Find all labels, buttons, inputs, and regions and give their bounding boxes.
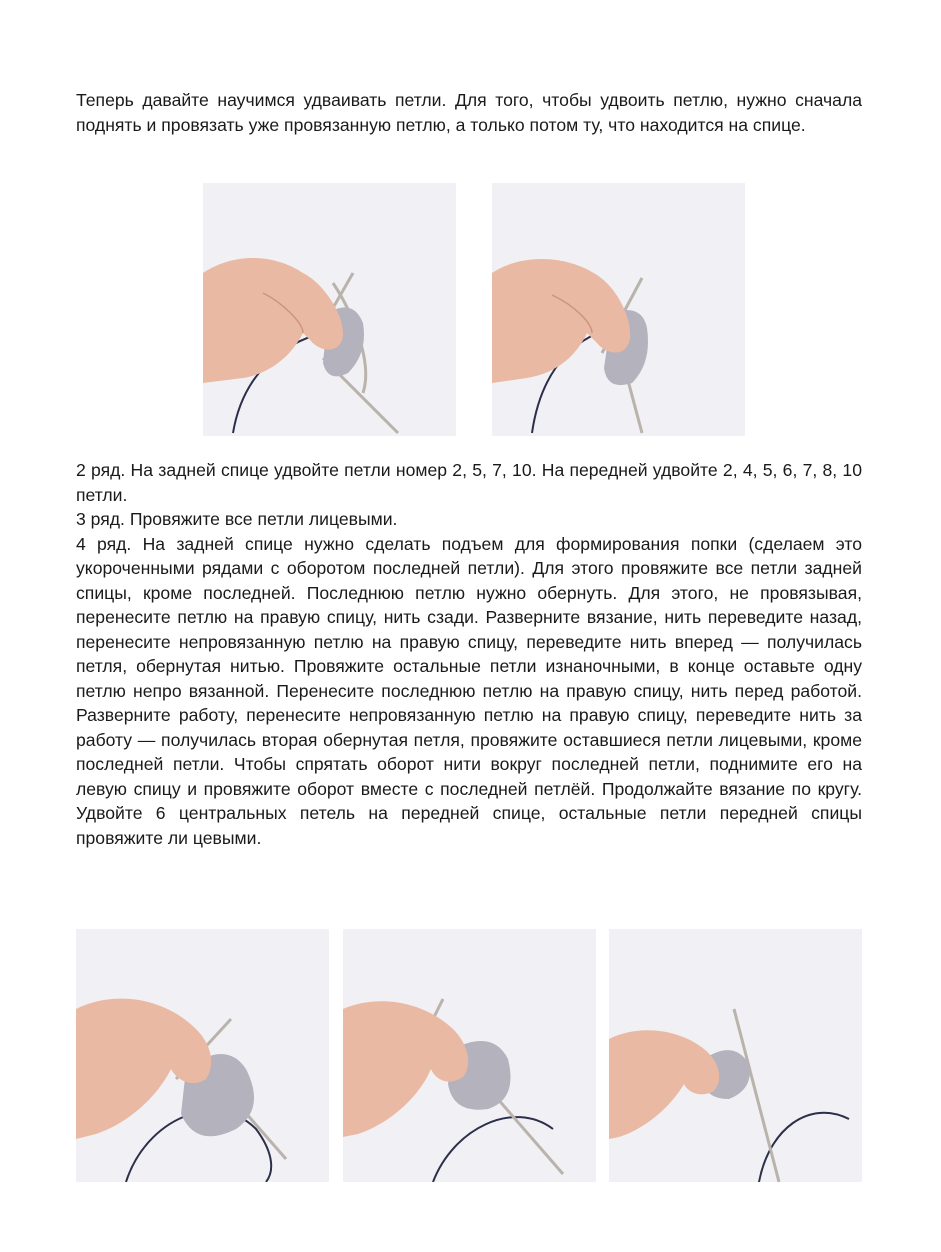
knitting-photo-1 — [203, 183, 456, 436]
knitting-photo-5 — [609, 929, 862, 1182]
knitting-photo-4 — [343, 929, 596, 1182]
knitting-photo-4-illustration — [343, 929, 596, 1182]
knitting-photo-3 — [76, 929, 329, 1182]
knitting-photo-1-illustration — [203, 183, 456, 436]
knitting-photo-5-illustration — [609, 929, 862, 1182]
instructions-paragraph — [76, 458, 862, 850]
intro-paragraph — [76, 88, 862, 137]
knitting-photo-2-illustration — [492, 183, 745, 436]
knitting-photo-3-illustration — [76, 929, 329, 1182]
row4-text: 4 ряд. На задней спице нужно сделать подъем для формирования попки (сделаем это укороченными рядами с оборотом последней петли). Для этого провяжите все петли задней спицы, кроме последней. Последнюю петлю нужно обернуть. Для этого, не провязывая, перенесите петлю на правую спицу, нить сзади. Разверните вязание, нить переведите назад, перенесите непровязанную петлю на правую спицу, переведите нить вперед — получилась петля, обернутая нитью. Провяжите остальные петли изнаночными, в конце оставьте одну петлю непро вязанной. Перенесите последнюю петлю на правую спицу, нить перед работой. Разверните работу, перенесите непровязанную петлю на правую спицу, переведите нить за работу — получилась вторая обернутая петля, провяжите оставшиеся петли лицевыми, кроме последней петли. Чтобы спрятать оборот нити вокруг последней петли, поднимите его на левую спицу и провяжите оборот вместе с последней петлёй. Продолжайте вязание по кругу. Удвойте 6 центральных петель на передней спице, остальные петли передней спицы провяжите ли цевыми. — [76, 533, 862, 848]
intro-text: Теперь давайте научимся удваивать петли. Для того, чтобы удвоить петлю, нужно сначала поднять и провязать уже провязанную петлю, а только потом ту, что находится на спице. — [76, 90, 862, 135]
knitting-photo-2 — [492, 183, 745, 436]
row2-text: 2 ряд. На задней спице удвойте петли номер 2, 5, 7, 10. На передней удвойте 2, 4, 5, 6, 7, 8, 10 петли. — [76, 460, 862, 505]
row3-text: 3 ряд. Провяжите все петли лицевыми. — [76, 509, 398, 529]
